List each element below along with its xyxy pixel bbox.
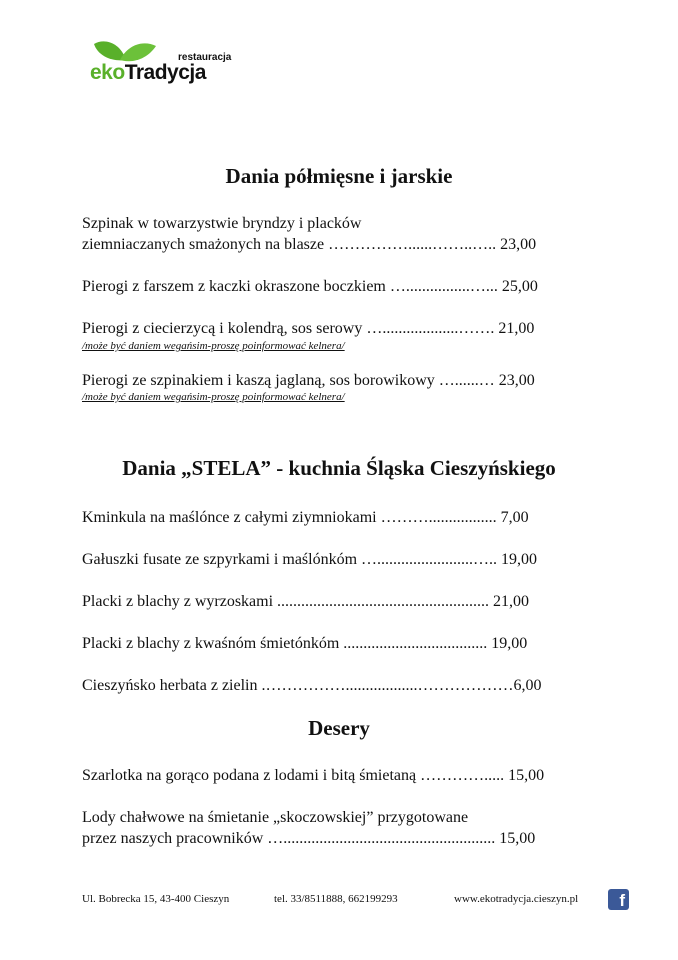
menu-item-line: Lody chałwowe na śmietanie „skoczowskiej” przygotowane <box>82 809 469 826</box>
menu-item-line: Szarlotka na gorąco podana z lodami i bitą śmietaną …………..... 15,00 <box>82 767 545 784</box>
menu-item-line: Placki z blachy z kwaśnóm śmietónkóm .................................... 19,00 <box>82 635 528 652</box>
footer-address: Ul. Bobrecka 15, 43-400 Cieszyn <box>82 893 230 905</box>
facebook-icon[interactable] <box>608 889 629 910</box>
menu-item-line: Pierogi z farszem z kaczki okraszone boczkiem …................…... 25,00 <box>82 278 538 295</box>
facebook-glyph: f <box>619 891 625 910</box>
section-title-desery: Desery <box>308 716 370 740</box>
logo-subtitle: restauracja <box>178 52 232 63</box>
menu-item-line: Pierogi ze szpinakiem i kaszą jaglaną, sos borowikowy …......… 23,00 <box>82 372 535 389</box>
logo <box>90 38 230 90</box>
logo-tradycja: Tradycja <box>124 61 206 84</box>
menu-item-line: Pierogi z ciecierzycą i kolendrą, sos serowy …...................……. 21,00 <box>82 320 535 337</box>
section-title-polmiesne: Dania półmięsne i jarskie <box>225 164 453 188</box>
footer-website[interactable]: www.ekotradycja.cieszyn.pl <box>454 893 579 905</box>
menu-item-line: Cieszyńsko herbata z zielin .……………..................………………6,00 <box>82 677 542 694</box>
menu-item-line: Gałuszki fusate ze szpyrkami i maślónkóm …........................….. 19,00 <box>82 551 538 568</box>
menu-item-line: Szpinak w towarzystwie bryndzy i placków <box>82 215 362 232</box>
menu-item-line: ziemniaczanych smażonych na blasze ……………......……..….. 23,00 <box>82 236 537 253</box>
menu-item-line: przez naszych pracowników …..................................................... 15,00 <box>82 830 536 847</box>
menu-item-line: Placki z blachy z wyrzoskami ..................................................... 21,00 <box>82 593 530 610</box>
vegan-note: /może być daniem wegańsim-proszę poinformować kelnera/ <box>82 391 345 403</box>
menu-item-line: Kminkula na maślónce z całymi ziymniokami ………................. 7,00 <box>82 509 529 526</box>
vegan-note: /może być daniem wegańsim-proszę poinformować kelnera/ <box>82 340 345 352</box>
section-title-stela: Dania „STELA” - kuchnia Śląska Cieszyńskiego <box>122 456 556 480</box>
logo-eko: eko <box>90 61 125 84</box>
footer-phone: tel. 33/8511888, 662199293 <box>274 893 398 905</box>
logo-wordmark <box>90 61 206 85</box>
